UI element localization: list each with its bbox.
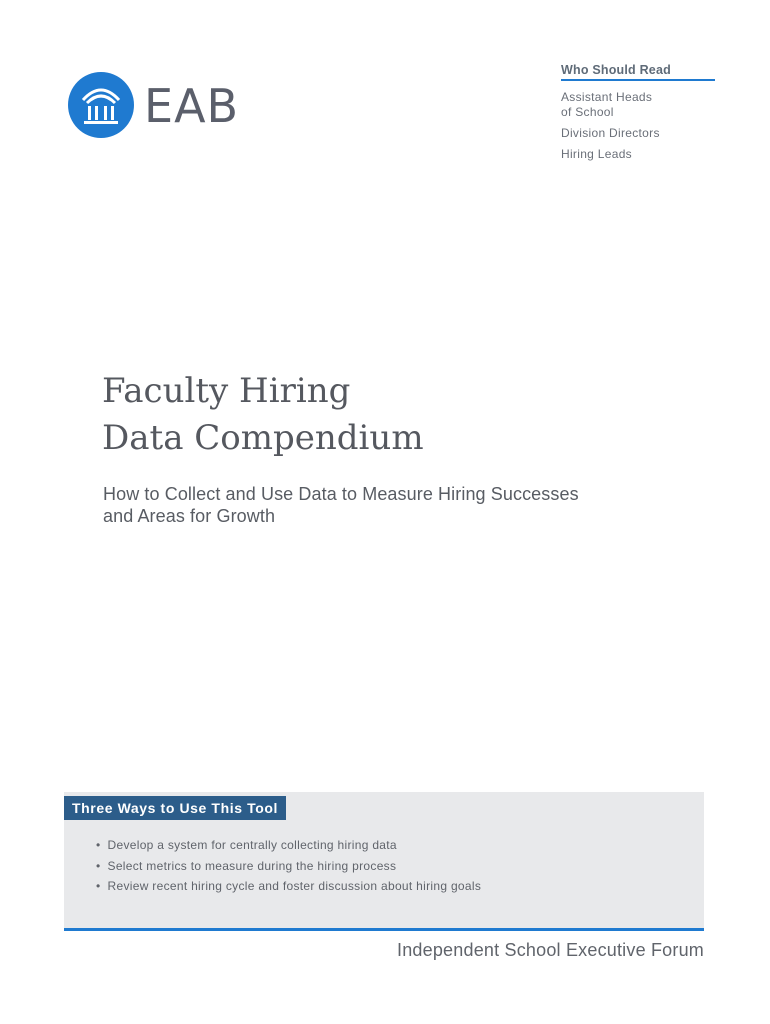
document-title: Faculty Hiring Data Compendium [102,371,424,458]
forum-name: Independent School Executive Forum [397,940,704,960]
eab-logo [68,72,248,140]
audience-item: Assistant Heads of School [561,90,653,119]
audience-list [561,90,715,162]
list-item: • Select metrics to measure during the hiring process [96,859,481,873]
list-item: • Review recent hiring cycle and foster discussion about hiring goals [96,879,481,893]
audience-item: Hiring Leads [561,147,632,161]
institution-building-icon [68,72,134,138]
three-ways-box [64,792,704,931]
audience-item: Division Directors [561,126,660,140]
three-ways-header: Three Ways to Use This Tool [64,796,286,820]
three-ways-list [96,838,481,900]
list-item: • Develop a system for centrally collecting hiring data [96,838,481,852]
who-should-read-title: Who Should Read [561,63,715,81]
document-subtitle: How to Collect and Use Data to Measure Hiring Successes and Areas for Growth [103,484,579,526]
who-should-read [561,63,715,168]
logo-text: EAB [144,79,240,133]
